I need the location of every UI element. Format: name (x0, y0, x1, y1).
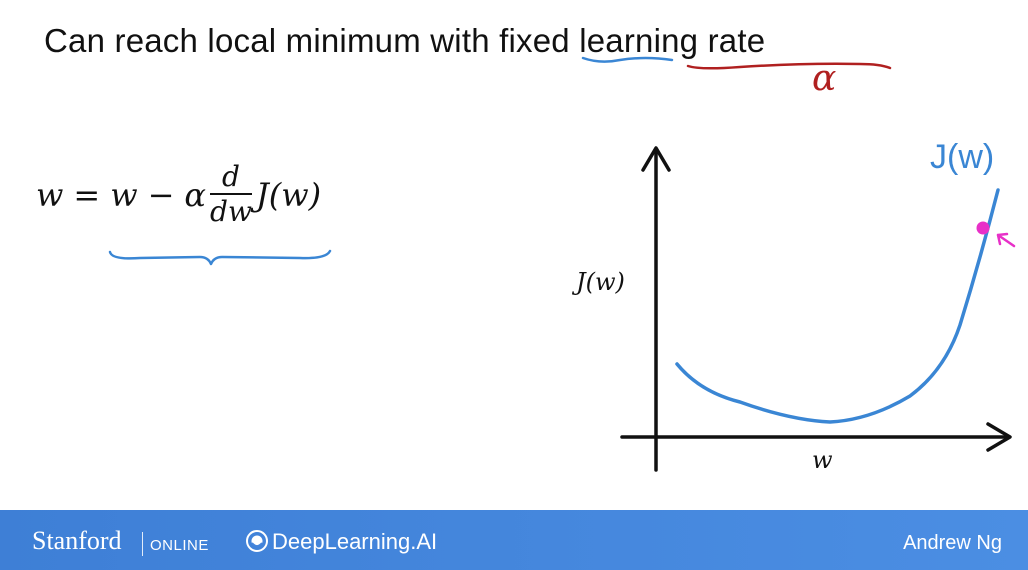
formula-minus: − (147, 176, 175, 214)
formula-brace (110, 251, 330, 264)
stanford-logo: Stanford (32, 526, 122, 555)
formula-cost-function: J(w) (255, 176, 322, 214)
formula-equals: = (73, 176, 101, 214)
formula-lhs: w (36, 176, 64, 214)
alpha-annotation: α (812, 58, 837, 99)
online-label: ONLINE (150, 537, 209, 554)
author-name: Andrew Ng (903, 532, 1002, 554)
fraction-denominator: dw (210, 195, 252, 228)
cost-curve (677, 190, 998, 422)
learning-rate-underline (688, 64, 890, 68)
formula-alpha: α (184, 176, 207, 214)
deeplearning-logo-icon (246, 530, 268, 552)
fraction-numerator: d (221, 160, 240, 193)
logo-divider (142, 532, 143, 556)
y-axis-label: J(w) (576, 268, 625, 296)
formula-w: w (110, 176, 138, 214)
current-point-marker (977, 222, 990, 235)
current-point-arrow (998, 234, 1014, 246)
x-axis-label: w (812, 446, 833, 474)
curve-label: J(w) (930, 138, 995, 176)
deeplearning-label: DeepLearning.AI (272, 529, 438, 554)
title-text: Can reach local minimum with fixed learning rate (44, 22, 766, 59)
footer-bar (0, 510, 1028, 570)
fixed-underline (583, 58, 672, 62)
